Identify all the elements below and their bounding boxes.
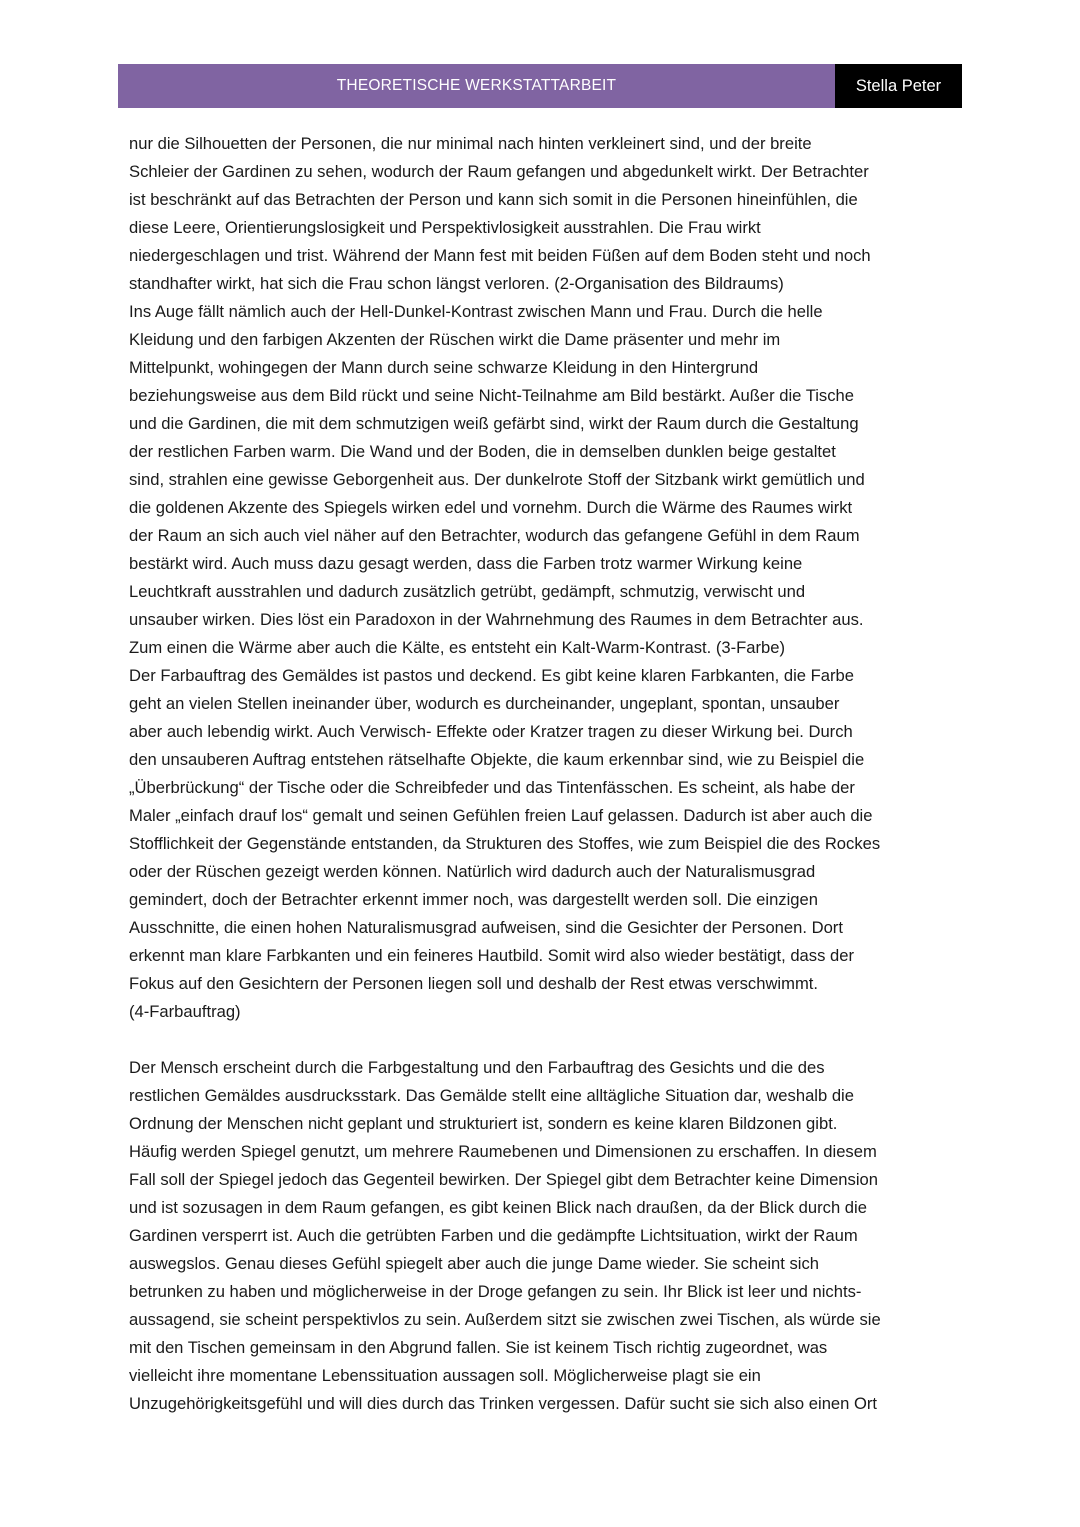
text-line: diese Leere, Orientierungslosigkeit und Perspektivlosigkeit ausstrahlen. Die Frau wirkt: [129, 218, 761, 237]
author-name: Stella Peter: [835, 64, 962, 108]
page-header: [118, 64, 962, 108]
text-block-2: [129, 1054, 955, 1418]
text-line: den unsauberen Auftrag entstehen rätselhafte Objekte, die kaum erkennbar sind, wie zu Beispiel die: [129, 750, 865, 769]
text-line: Zum einen die Wärme aber auch die Kälte, es entsteht ein Kalt-Warm-Kontrast. (3-Farbe): [129, 638, 786, 657]
text-line: standhafter wirkt, hat sich die Frau schon längst verloren. (2-Organisation des Bildraums): [129, 274, 784, 293]
text-line: (4-Farbauftrag): [129, 1002, 241, 1021]
text-line: mit den Tischen gemeinsam in den Abgrund fallen. Sie ist keinem Tisch richtig zugeordnet, was: [129, 1338, 828, 1357]
text-line: Ausschnitte, die einen hohen Naturalismusgrad aufweisen, sind die Gesichter der Personen. Dort: [129, 918, 843, 937]
text-line: bestärkt wird. Auch muss dazu gesagt werden, dass die Farben trotz warmer Wirkung keine: [129, 554, 803, 573]
text-line: und die Gardinen, die mit dem schmutzigen weiß gefärbt sind, wirkt der Raum durch die Gestaltung: [129, 414, 859, 433]
text-line: Fall soll der Spiegel jedoch das Gegenteil bewirken. Der Spiegel gibt dem Betrachter keine Dimension: [129, 1170, 878, 1189]
text-line: nur die Silhouetten der Personen, die nur minimal nach hinten verkleinert sind, und der breite: [129, 134, 812, 153]
text-line: restlichen Gemäldes ausdrucksstark. Das Gemälde stellt eine alltägliche Situation dar, weshalb die: [129, 1086, 854, 1105]
text-line: niedergeschlagen und trist. Während der Mann fest mit beiden Füßen auf dem Boden steht und noch: [129, 246, 871, 265]
text-line: Häufig werden Spiegel genutzt, um mehrere Raumebenen und Dimensionen zu erschaffen. In diesem: [129, 1142, 877, 1161]
text-line: Leuchtkraft ausstrahlen und dadurch zusätzlich getrübt, gedämpft, schmutzig, verwischt und: [129, 582, 806, 601]
paragraph-gap: [129, 1026, 955, 1054]
text-line: Unzugehörigkeitsgefühl und will dies durch das Trinken vergessen. Dafür sucht sie sich also einen Ort: [129, 1394, 878, 1413]
text-line: beziehungsweise aus dem Bild rückt und seine Nicht-Teilnahme am Bild bestärkt. Außer die Tische: [129, 386, 854, 405]
text-line: vielleicht ihre momentane Lebenssituation aussagen soll. Möglicherweise plagt sie ein: [129, 1366, 761, 1385]
text-line: aber auch lebendig wirkt. Auch Verwisch- Effekte oder Kratzer tragen zu dieser Wirkung bei. Durch: [129, 722, 853, 741]
text-line: „Überbrückung“ der Tische oder die Schreibfeder und das Tintenfässchen. Es scheint, als habe der: [129, 778, 855, 797]
text-line: der Raum an sich auch viel näher auf den Betrachter, wodurch das gefangene Gefühl in dem Raum: [129, 526, 860, 545]
text-line: geht an vielen Stellen ineinander über, wodurch es durcheinander, ungeplant, spontan, unsauber: [129, 694, 840, 713]
text-line: sind, strahlen eine gewisse Geborgenheit aus. Der dunkelrote Stoff der Sitzbank wirkt gemütlich und: [129, 470, 865, 489]
text-line: Maler „einfach drauf los“ gemalt und seinen Gefühlen freien Lauf gelassen. Dadurch ist aber auch die: [129, 806, 873, 825]
document-title: THEORETISCHE WERKSTATTARBEIT: [118, 64, 835, 108]
text-line: aussagend, sie scheint perspektivlos zu sein. Außerdem sitzt sie zwischen zwei Tischen, als würde sie: [129, 1310, 881, 1329]
text-line: ist beschränkt auf das Betrachten der Person und kann sich somit in die Personen hineinfühlen, die: [129, 190, 858, 209]
text-block-1: [129, 130, 955, 1026]
text-line: auswegslos. Genau dieses Gefühl spiegelt aber auch die junge Dame wieder. Sie scheint sich: [129, 1254, 819, 1273]
text-line: der restlichen Farben warm. Die Wand und der Boden, die in demselben dunklen beige gestaltet: [129, 442, 836, 461]
text-line: Kleidung und den farbigen Akzenten der Rüschen wirkt die Dame präsenter und mehr im: [129, 330, 781, 349]
text-line: Schleier der Gardinen zu sehen, wodurch der Raum gefangen und abgedunkelt wirkt. Der Betrachter: [129, 162, 869, 181]
text-line: Ordnung der Menschen nicht geplant und strukturiert ist, sondern es keine klaren Bildzonen gibt.: [129, 1114, 838, 1133]
text-line: Mittelpunkt, wohingegen der Mann durch seine schwarze Kleidung in den Hintergrund: [129, 358, 759, 377]
text-line: die goldenen Akzente des Spiegels wirken edel und vornehm. Durch die Wärme des Raumes wirkt: [129, 498, 853, 517]
text-line: erkennt man klare Farbkanten und ein feineres Hautbild. Somit wird also wieder bestätigt, dass der: [129, 946, 854, 965]
text-line: betrunken zu haben und möglicherweise in der Droge gefangen zu sein. Ihr Blick ist leer und nichts-: [129, 1282, 862, 1301]
text-line: Fokus auf den Gesichtern der Personen liegen soll und deshalb der Rest etwas verschwimmt.: [129, 974, 818, 993]
text-line: Ins Auge fällt nämlich auch der Hell-Dunkel-Kontrast zwischen Mann und Frau. Durch die helle: [129, 302, 823, 321]
text-line: und ist sozusagen in dem Raum gefangen, es gibt keinen Blick nach draußen, da der Blick durch die: [129, 1198, 867, 1217]
text-line: Stofflichkeit der Gegenstände entstanden, da Strukturen des Stoffes, wie zum Beispiel die des Rockes: [129, 834, 881, 853]
text-line: gemindert, doch der Betrachter erkennt immer noch, was dargestellt werden soll. Die einzigen: [129, 890, 818, 909]
text-line: Der Farbauftrag des Gemäldes ist pastos und deckend. Es gibt keine klaren Farbkanten, die Farbe: [129, 666, 854, 685]
text-line: Gardinen versperrt ist. Auch die getrübten Farben und die gedämpfte Lichtsituation, wirkt der Raum: [129, 1226, 858, 1245]
text-line: unsauber wirken. Dies löst ein Paradoxon in der Wahrnehmung des Raumes in dem Betrachter aus.: [129, 610, 864, 629]
text-line: Der Mensch erscheint durch die Farbgestaltung und den Farbauftrag des Gesichts und die des: [129, 1058, 825, 1077]
document-body: [129, 130, 955, 1418]
text-line: oder der Rüschen gezeigt werden können. Natürlich wird dadurch auch der Naturalismusgrad: [129, 862, 816, 881]
